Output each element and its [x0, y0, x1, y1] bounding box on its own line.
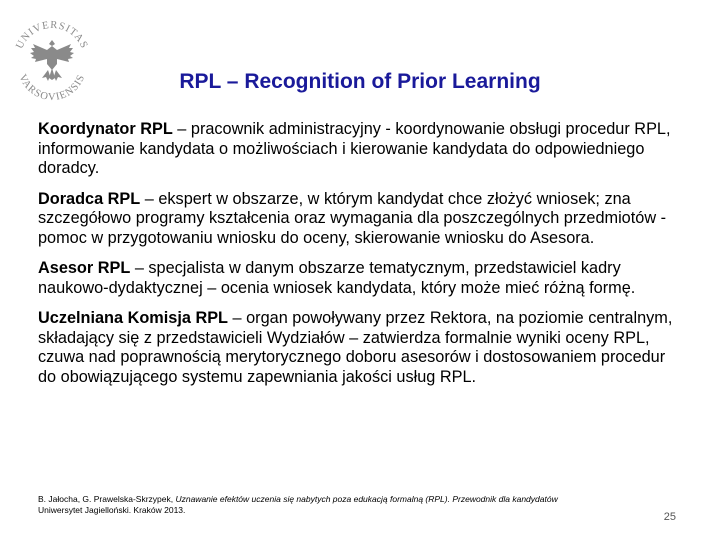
university-logo: [8, 10, 96, 102]
term-label: Koordynator RPL: [38, 120, 173, 138]
seal-text-top: UNIVERSITAS: [14, 19, 90, 51]
eagle-seal-icon: [8, 10, 96, 102]
term-label: Asesor RPL: [38, 259, 131, 277]
term-description: – pracownik administracyjny - koordynowanie obsługi procedur RPL, informowanie kandydata o możliwościach i kierowanie kandydata do odpowiedniego doradcy.: [38, 120, 671, 177]
definitions-list: [38, 120, 678, 398]
seal-text-bottom: VARSOVIENSIS: [16, 72, 88, 102]
footnote-book-title: Uznawanie efektów uczenia się nabytych poza edukacją formalną (RPL). Przewodnik dla kandydatów: [175, 494, 558, 504]
term-label: Doradca RPL: [38, 189, 141, 208]
definition-komisja: [38, 309, 678, 387]
term-description: – ekspert w obszarze, w którym kandydat chce złożyć wniosek; zna szczegółowo programy kształcenia oraz wymagania dla poszczególnych przedmiotów - pomoc w przygotowaniu wniosku do oceny, skierowanie wniosku do Asesora.: [38, 189, 667, 247]
footnote-authors: B. Jałocha, G. Prawelska-Skrzypek,: [38, 494, 176, 504]
source-footnote: [38, 494, 678, 516]
eagle-icon: [30, 40, 74, 81]
term-description: – specjalista w danym obszarze tematycznym, przedstawiciel kadry naukowo-dydaktycznej – ocenia wniosek kandydata, który może mieć różną formę.: [38, 259, 636, 297]
term-label: Uczelniana Komisja RPL: [38, 309, 229, 327]
definition-doradca: [38, 190, 678, 249]
slide-title: RPL – Recognition of Prior Learning: [179, 70, 541, 93]
page-number: 25: [663, 511, 676, 523]
definition-asesor: [38, 259, 678, 298]
term-description: – organ powoływany przez Rektora, na poziomie centralnym, składający się z przedstawicieli Wydziałów – zatwierdza formalnie wyniki oceny RPL, czuwa nad poprawnością merytorycznego doboru asesorów i dostosowaniem procedur do obowiązującego systemu zapewniania jakości usług RPL.: [38, 309, 673, 386]
definition-koordynator: [38, 120, 678, 179]
footnote-publisher: Uniwersytet Jagielloński. Kraków 2013.: [38, 505, 186, 515]
